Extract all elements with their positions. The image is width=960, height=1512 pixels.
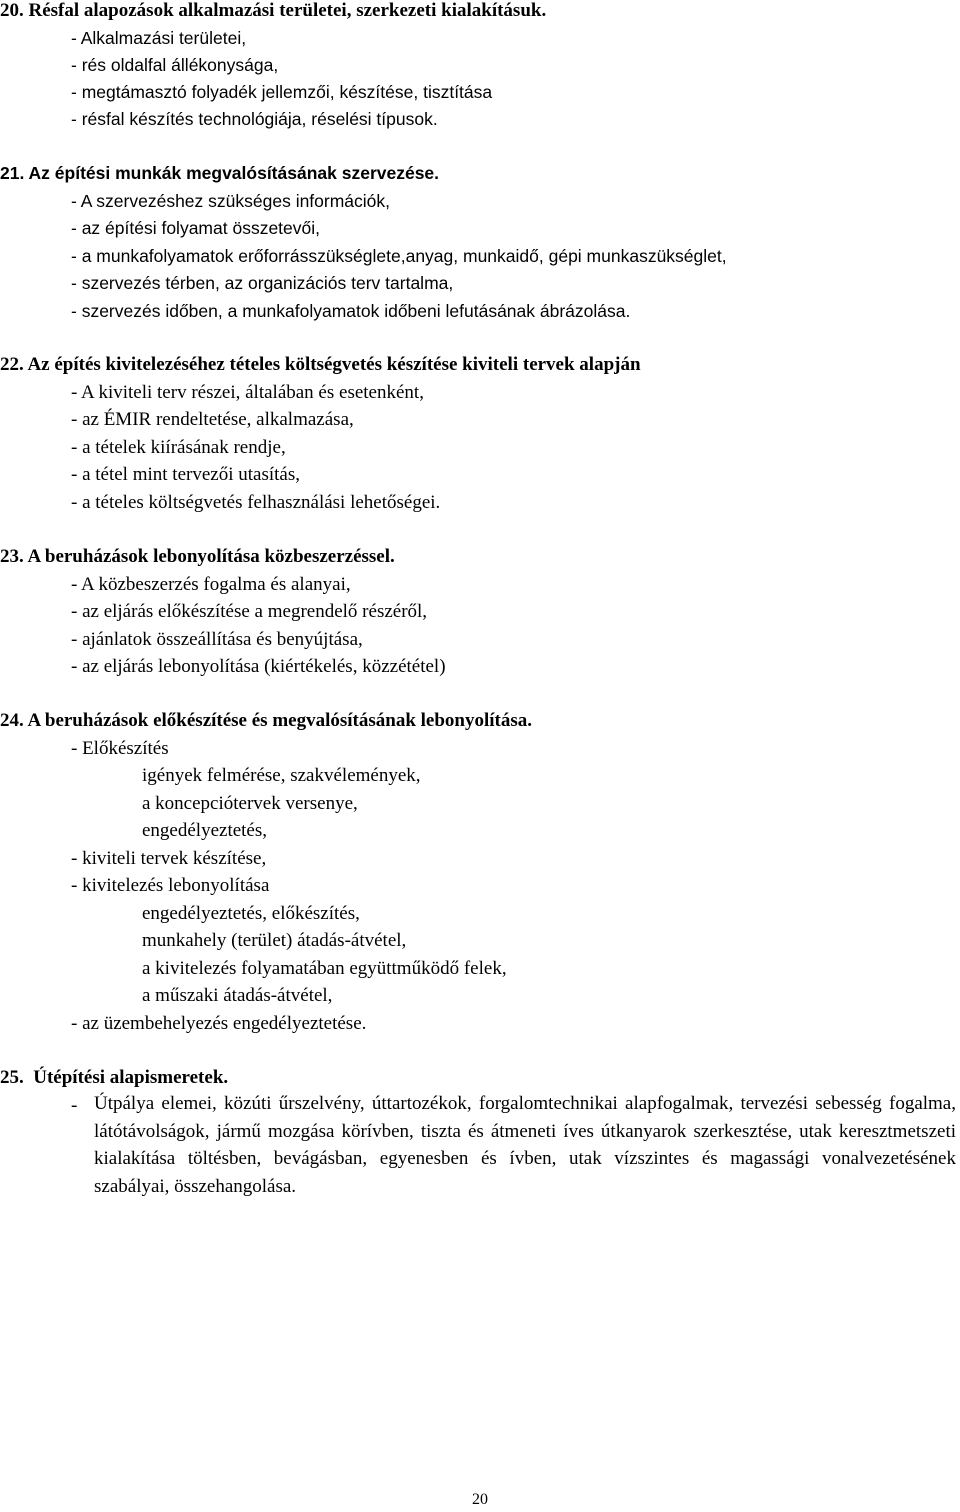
- section-24-heading: 24. A beruházások előkészítése és megvalósításának lebonyolítása.: [0, 710, 533, 731]
- section-22-item: - A kiviteli terv részei, általában és esetenként,: [71, 382, 424, 403]
- section-24-item: - Előkészítés: [71, 738, 169, 759]
- section-23-item: - A közbeszerzés fogalma és alanyai,: [71, 574, 351, 595]
- section-24-item: - kiviteli tervek készítése,: [71, 848, 267, 869]
- section-21-item: - az építési folyamat összetevői,: [71, 218, 320, 238]
- section-22-item: - a tételes költségvetés felhasználási lehetőségei.: [71, 492, 441, 513]
- section-24-item: - kivitelezés lebonyolítása: [71, 875, 270, 896]
- section-24-subitem: munkahely (terület) átadás-átvétel,: [142, 930, 407, 951]
- section-20-heading: 20. Résfal alapozások alkalmazási területei, szerkezeti kialakításuk.: [0, 0, 547, 21]
- section-22-item: - a tétel mint tervezői utasítás,: [71, 464, 300, 485]
- section-22-item: - a tételek kiírásának rendje,: [71, 437, 286, 458]
- section-24-item: - az üzembehelyezés engedélyeztetése.: [71, 1013, 367, 1034]
- section-21-heading: 21. Az építési munkák megvalósításának szervezése.: [0, 163, 440, 183]
- section-25-heading: 25. Útépítési alapismeretek.: [0, 1067, 229, 1088]
- section-24-subitem: igények felmérése, szakvélemények,: [142, 765, 421, 786]
- section-25-dash: -: [71, 1095, 78, 1116]
- section-21-item: - szervezés időben, a munkafolyamatok időbeni lefutásának ábrázolása.: [71, 301, 631, 321]
- section-23-item: - ajánlatok összeállítása és benyújtása,: [71, 629, 363, 650]
- section-24-subitem: engedélyeztetés, előkészítés,: [142, 903, 360, 924]
- section-24-subitem: a kivitelezés folyamatában együttműködő felek,: [142, 958, 507, 979]
- section-25-paragraph: Útpálya elemei, közúti űrszelvény, úttartozékok, forgalomtechnikai alapfogalmak, tervezési sebesség fogalma, látótávolságok, jármű mozgása körívben, tiszta és átmeneti íves útkanyarok szerkesztése, utak keresztmetszeti kialakítása töltésben, bevágásban, egyenesben és ívben, utak vízszintes és magassági vonalvezetésének szabályai, összehangolása.: [94, 1093, 956, 1197]
- page-number: 20: [472, 1491, 488, 1508]
- section-23-heading: 23. A beruházások lebonyolítása közbeszerzéssel.: [0, 546, 395, 567]
- section-23-item: - az eljárás lebonyolítása (kiértékelés, közzététel): [71, 656, 446, 677]
- section-21-item: - szervezés térben, az organizációs terv tartalma,: [71, 273, 454, 293]
- section-22-item: - az ÉMIR rendeltetése, alkalmazása,: [71, 409, 354, 430]
- section-22-heading: 22. Az építés kivitelezéséhez tételes költségvetés készítése kiviteli tervek alapján: [0, 354, 641, 375]
- section-24-subitem: a koncepciótervek versenye,: [142, 793, 358, 814]
- section-23-item: - az eljárás előkészítése a megrendelő részéről,: [71, 601, 428, 622]
- section-24-subitem: a műszaki átadás-átvétel,: [142, 985, 333, 1006]
- section-20-item: - résfal készítés technológiája, réselési típusok.: [71, 109, 438, 129]
- section-21-item: - a munkafolyamatok erőforrásszükséglete,anyag, munkaidő, gépi munkaszükséglet,: [71, 246, 727, 266]
- section-20-item: - megtámasztó folyadék jellemzői, készítése, tisztítása: [71, 82, 493, 102]
- section-20-item: - rés oldalfal állékonysága,: [71, 55, 279, 75]
- section-20-item: - Alkalmazási területei,: [71, 28, 247, 48]
- section-24-subitem: engedélyeztetés,: [142, 820, 268, 841]
- section-21-item: - A szervezéshez szükséges információk,: [71, 191, 391, 211]
